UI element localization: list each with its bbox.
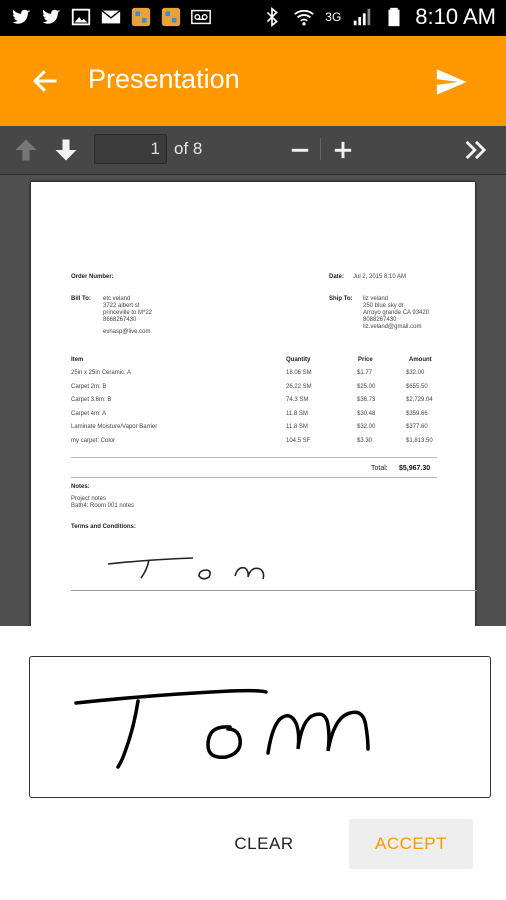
column-header-quantity: Quantity: [286, 357, 311, 363]
twitter-icon: [10, 6, 32, 28]
terms-label: Terms and Conditions:: [71, 524, 136, 530]
table-cell-qty: 26.22 SM: [286, 383, 312, 390]
bill-to-line: princeville to M*22: [103, 310, 153, 316]
page-count: of 8: [174, 139, 203, 158]
table-cell-price: $32.00: [357, 424, 376, 430]
table-cell-qty: 18.06 SM: [286, 370, 312, 376]
table-cell-amount: $1,813.50: [406, 437, 433, 444]
table-cell-qty: 74.3 SM: [286, 397, 309, 403]
bill-to-line: 3722 albert st: [103, 303, 140, 309]
arrow-back-icon[interactable]: [30, 66, 60, 96]
signature-strokes: [30, 657, 490, 797]
clear-button[interactable]: CLEAR: [234, 834, 294, 853]
document-page: [31, 182, 475, 626]
column-header-price: Price: [358, 357, 373, 363]
double-chevron-right-icon[interactable]: [462, 136, 490, 164]
table-cell-amount: $2,729.04: [406, 397, 433, 403]
ship-to-line: 250 blue sky dr: [363, 303, 404, 309]
column-header-item: Item: [71, 357, 84, 363]
status-bar: [0, 0, 506, 36]
ship-to-line: liz.veland@gmail.com: [363, 324, 422, 330]
table-cell-item: Carpet 2m: B: [71, 383, 107, 390]
page-title: Presentation: [88, 64, 240, 94]
column-header-amount: Amount: [409, 357, 432, 363]
ship-to-line: liz veland: [363, 296, 389, 302]
image-icon: [70, 6, 92, 28]
table-cell-item: 25in x 25in Ceramic: A: [71, 370, 132, 376]
app-icon: [160, 6, 182, 28]
table-cell-price: $36.73: [357, 397, 376, 403]
divider: [71, 457, 437, 458]
signature-pad[interactable]: [29, 656, 491, 798]
signal-icon: [351, 6, 373, 28]
table-cell-item: my carpet: Color: [71, 437, 116, 444]
ship-to-line: 8088267430: [363, 317, 397, 323]
bill-to-line: 8668267430: [103, 317, 137, 323]
table-cell-price: $1.77: [357, 370, 373, 376]
notes-line: Project notes: [71, 496, 107, 502]
mail-icon: [100, 6, 122, 28]
pdf-viewer[interactable]: [0, 126, 506, 626]
table-cell-item: Carpet 3.6m: B: [71, 397, 112, 403]
bill-to-label: Bill To:: [71, 296, 91, 302]
bill-to-line: evnasp@live.com: [103, 329, 151, 335]
invoice-content: [31, 182, 475, 626]
app-bar: [0, 36, 506, 126]
ship-to-label: Ship To:: [329, 296, 353, 302]
table-cell-qty: 11.8 SM: [286, 424, 308, 430]
twitter-icon: [40, 6, 62, 28]
page-number-input[interactable]: 1: [94, 134, 167, 164]
network-type: 3G: [325, 10, 342, 24]
signature-line: [71, 590, 477, 591]
bluetooth-icon: [261, 6, 283, 28]
table-cell-qty: 11.8 SM: [286, 410, 308, 417]
viewer-toolbar: [0, 126, 506, 175]
bill-to-line: etc veland: [103, 296, 131, 302]
table-cell-price: $25.00: [357, 383, 376, 390]
order-number-label: Order Number:: [71, 274, 114, 280]
table-cell-amount: $359.66: [406, 410, 428, 417]
date-value: Jul 2, 2015 8:10 AM: [353, 274, 407, 280]
clock: 8:10 AM: [415, 4, 496, 29]
table-cell-price: $30.48: [357, 410, 376, 417]
arrow-down-icon[interactable]: [52, 136, 80, 164]
divider: [71, 477, 437, 478]
date-label: Date:: [329, 274, 345, 280]
notes-label: Notes:: [71, 484, 90, 490]
total-label: Total:: [371, 465, 388, 472]
total-value: $5,967.30: [399, 465, 431, 472]
accept-button[interactable]: ACCEPT: [349, 819, 473, 869]
toolbar-divider: [320, 138, 321, 160]
voicemail-icon: [190, 6, 212, 28]
table-cell-item: Carpet 4m: A: [71, 410, 107, 417]
minus-icon[interactable]: [286, 136, 314, 164]
arrow-up-icon[interactable]: [12, 136, 40, 164]
table-cell-amount: $655.50: [406, 383, 428, 390]
wifi-icon: [293, 6, 315, 28]
table-cell-amount: $32.00: [406, 370, 425, 376]
ship-to-line: Arroyo grande CA 93420: [363, 310, 430, 316]
app-icon: [130, 6, 152, 28]
send-icon[interactable]: [434, 65, 468, 99]
table-cell-amount: $377.60: [406, 424, 428, 430]
plus-icon[interactable]: [329, 136, 357, 164]
table-cell-price: $3.30: [357, 437, 373, 444]
notes-line: Bath4: Room 001 notes: [71, 503, 135, 509]
signature-panel: [0, 626, 506, 900]
table-cell-qty: 104.5 SF: [286, 437, 311, 444]
table-cell-item: Laminate Moisture/Vapor Barrier: [71, 424, 158, 430]
battery-icon: [383, 6, 405, 28]
system-icons: [261, 4, 496, 30]
document-signature: [103, 554, 353, 584]
notification-icons: [10, 6, 212, 28]
